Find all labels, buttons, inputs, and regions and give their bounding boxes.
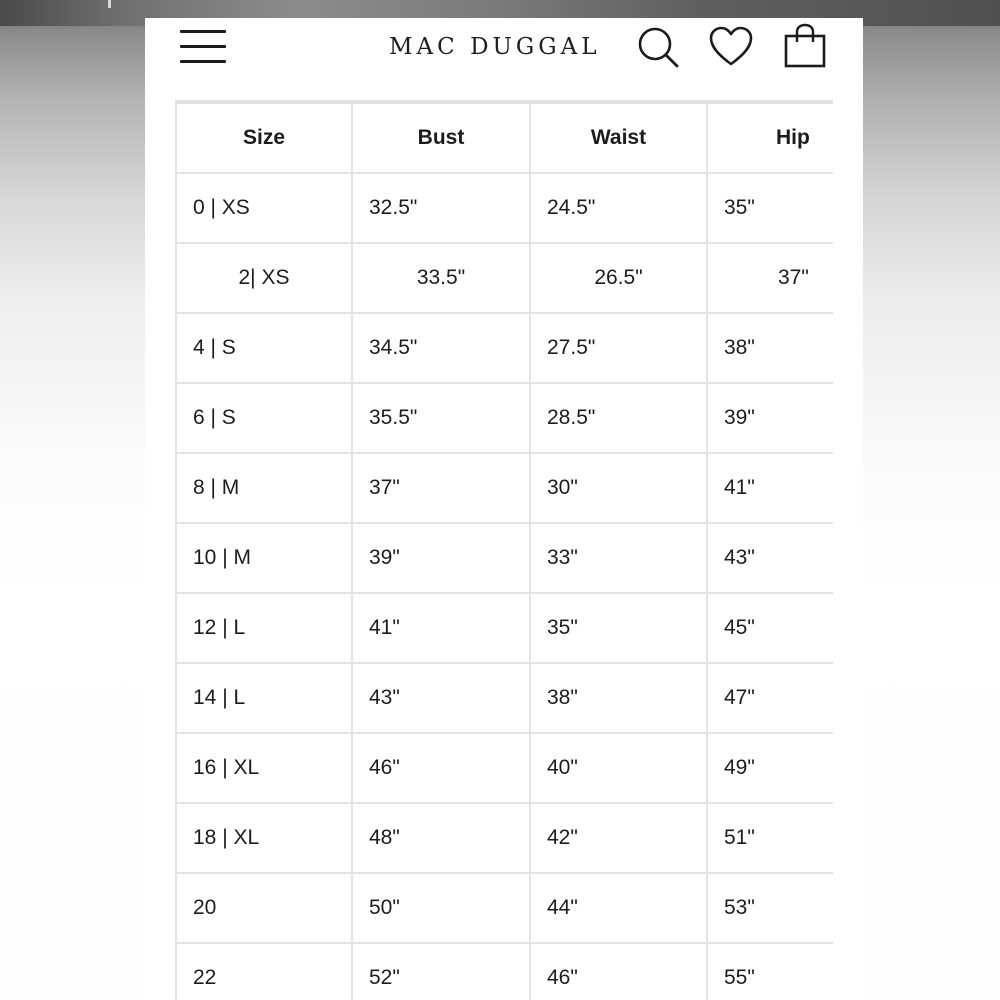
hip-cell: 49" <box>707 733 833 803</box>
size-cell: 2| XS <box>176 243 352 313</box>
bust-cell: 46" <box>352 733 530 803</box>
hip-cell: 55" <box>707 943 833 1000</box>
table-row <box>176 523 833 593</box>
table-row <box>176 383 833 453</box>
bust-cell: 41" <box>352 593 530 663</box>
hip-cell: 51" <box>707 803 833 873</box>
shopping-bag-icon[interactable] <box>781 22 829 70</box>
blurred-background-left <box>0 0 145 1000</box>
waist-cell: 27.5" <box>530 313 707 383</box>
waist-cell: 26.5" <box>530 243 707 313</box>
table-row <box>176 173 833 243</box>
table-row <box>176 313 833 383</box>
site-header <box>145 18 863 100</box>
waist-cell: 35" <box>530 593 707 663</box>
product-page-panel <box>145 18 863 1000</box>
bust-cell: 39" <box>352 523 530 593</box>
size-cell: 16 | XL <box>176 733 352 803</box>
hip-cell: 41" <box>707 453 833 523</box>
waist-cell: 46" <box>530 943 707 1000</box>
table-row <box>176 873 833 943</box>
size-chart <box>175 100 833 1000</box>
waist-cell: 33" <box>530 523 707 593</box>
size-cell: 22 <box>176 943 352 1000</box>
table-row <box>176 593 833 663</box>
waist-cell: 38" <box>530 663 707 733</box>
hip-cell: 37" <box>707 243 833 313</box>
waist-cell: 30" <box>530 453 707 523</box>
table-row <box>176 243 833 313</box>
size-cell: 18 | XL <box>176 803 352 873</box>
table-row <box>176 453 833 523</box>
bust-cell: 35.5" <box>352 383 530 453</box>
size-cell: 6 | S <box>176 383 352 453</box>
size-cell: 4 | S <box>176 313 352 383</box>
heart-icon[interactable] <box>707 24 755 70</box>
size-cell: 14 | L <box>176 663 352 733</box>
waist-cell: 40" <box>530 733 707 803</box>
bust-cell: 52" <box>352 943 530 1000</box>
size-chart-table <box>175 102 833 1000</box>
column-header-hip: Hip <box>707 103 833 173</box>
column-header-bust: Bust <box>352 103 530 173</box>
brand-logo[interactable]: MAC DUGGAL <box>389 34 601 60</box>
bust-cell: 50" <box>352 873 530 943</box>
table-row <box>176 943 833 1000</box>
hip-cell: 39" <box>707 383 833 453</box>
size-cell: 20 <box>176 873 352 943</box>
waist-cell: 24.5" <box>530 173 707 243</box>
hip-cell: 35" <box>707 173 833 243</box>
column-header-waist: Waist <box>530 103 707 173</box>
size-cell: 8 | M <box>176 453 352 523</box>
bust-cell: 33.5" <box>352 243 530 313</box>
search-icon[interactable] <box>635 24 681 70</box>
waist-cell: 44" <box>530 873 707 943</box>
table-row <box>176 803 833 873</box>
bust-cell: 43" <box>352 663 530 733</box>
bust-cell: 34.5" <box>352 313 530 383</box>
waist-cell: 28.5" <box>530 383 707 453</box>
size-cell: 0 | XS <box>176 173 352 243</box>
bust-cell: 32.5" <box>352 173 530 243</box>
table-row <box>176 733 833 803</box>
bust-cell: 37" <box>352 453 530 523</box>
waist-cell: 42" <box>530 803 707 873</box>
size-cell: 10 | M <box>176 523 352 593</box>
hip-cell: 47" <box>707 663 833 733</box>
table-row <box>176 663 833 733</box>
bust-cell: 48" <box>352 803 530 873</box>
size-cell: 12 | L <box>176 593 352 663</box>
hip-cell: 38" <box>707 313 833 383</box>
hamburger-menu-icon[interactable] <box>180 30 226 64</box>
hip-cell: 45" <box>707 593 833 663</box>
hip-cell: 53" <box>707 873 833 943</box>
blurred-background-right <box>860 0 1000 1000</box>
hip-cell: 43" <box>707 523 833 593</box>
table-header-row <box>176 103 833 173</box>
column-header-size: Size <box>176 103 352 173</box>
